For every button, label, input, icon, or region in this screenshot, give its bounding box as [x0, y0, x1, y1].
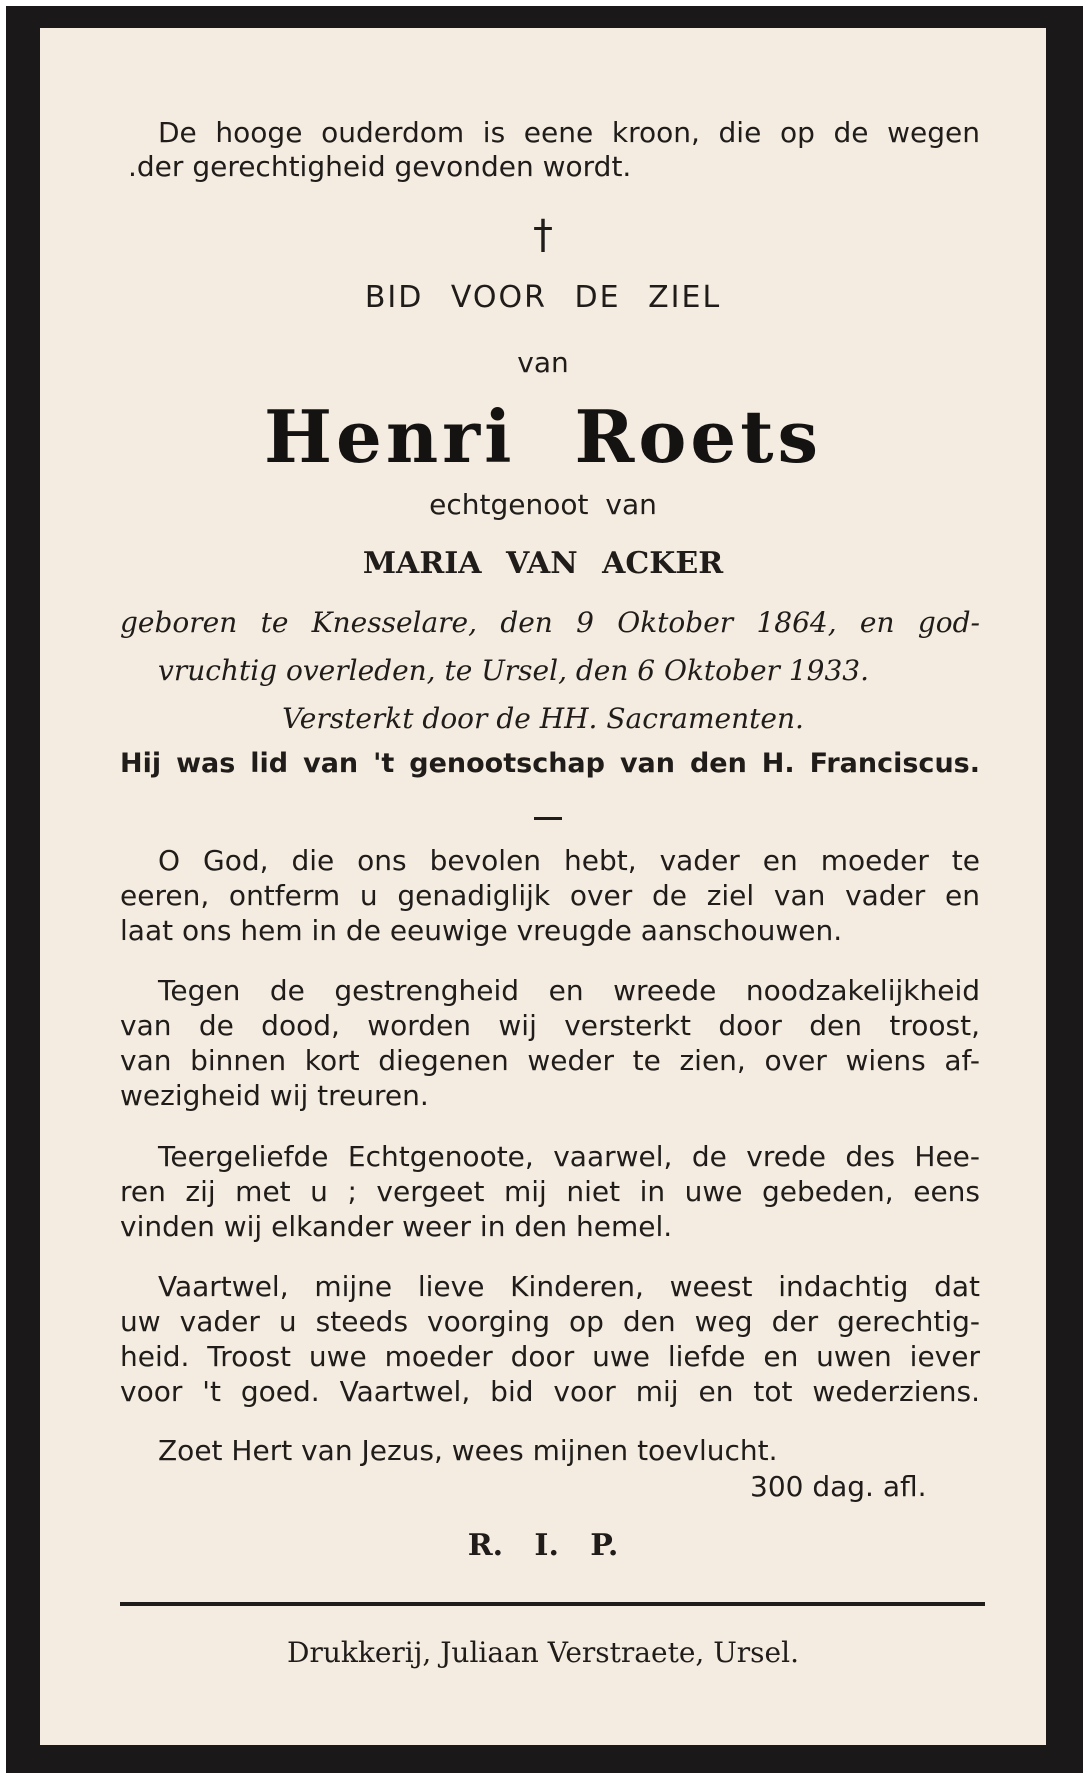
birth-death-line: geboren te Knesselare, den 9 Oktober 1864, en god- [120, 606, 980, 639]
epigraph-line: De hooge ouderdom is eene kroon, die op de wegen [158, 116, 980, 149]
printer-credit: Drukkerij, Juliaan Verstraete, Ursel. [287, 1636, 799, 1669]
pray-heading: BID VOOR DE ZIEL [364, 280, 722, 315]
prayer-line: ren zij met u ; vergeet mij niet in uwe gebeden, eens [120, 1175, 980, 1208]
prayer-line: heid. Troost uwe moeder door uwe liefde en uwen iever [120, 1340, 980, 1373]
cross-icon: † [533, 212, 553, 258]
of-word: van [517, 346, 569, 379]
rip-line: R. I. P. [467, 1528, 619, 1563]
prayer-line: uw vader u steeds voorging op den weg der gerechtig- [120, 1305, 980, 1338]
prayer-line: van binnen kort diegenen weder te zien, over wiens af- [120, 1044, 980, 1077]
prayer-line: Vaartwel, mijne lieve Kinderen, weest indachtig dat [158, 1270, 980, 1303]
spouse-intro: echtgenoot van [429, 488, 657, 521]
spouse-name: MARIA VAN ACKER [362, 546, 724, 581]
deceased-name: Henri Roets [264, 394, 822, 479]
birth-death-line: vruchtig overleden, te Ursel, den 6 Oktober 1933. [158, 654, 869, 687]
prayer-line: wezigheid wij treuren. [120, 1079, 429, 1112]
sacraments-line: Versterkt door de HH. Sacramenten. [282, 702, 804, 735]
prayer-line: van de dood, worden wij versterkt door den troost, [120, 1009, 980, 1042]
invocation-line: Zoet Hert van Jezus, wees mijnen toevlucht. [158, 1434, 778, 1467]
membership-line: Hij was lid van 't genootschap van den H. Franciscus. [120, 748, 980, 779]
memorial-card-paper [40, 28, 1046, 1745]
prayer-line: Tegen de gestrengheid en wreede noodzakelijkheid [158, 974, 980, 1007]
indulgence-line: 300 dag. afl. [750, 1470, 927, 1503]
prayer-line: laat ons hem in de eeuwige vreugde aanschouwen. [120, 914, 843, 947]
prayer-line: Teergeliefde Echtgenoote, vaarwel, de vrede des Hee- [158, 1140, 980, 1173]
epigraph-line: .der gerechtigheid gevonden wordt. [128, 150, 632, 183]
prayer-line: voor 't goed. Vaartwel, bid voor mij en tot wederziens. [120, 1375, 980, 1408]
divider-rule [120, 1602, 985, 1606]
prayer-line: O God, die ons bevolen hebt, vader en moeder te [158, 844, 980, 877]
separator-dash [534, 817, 562, 820]
prayer-line: eeren, ontferm u genadiglijk over de ziel van vader en [120, 879, 980, 912]
prayer-line: vinden wij elkander weer in den hemel. [120, 1210, 673, 1243]
memorial-card-border [6, 6, 1083, 1773]
